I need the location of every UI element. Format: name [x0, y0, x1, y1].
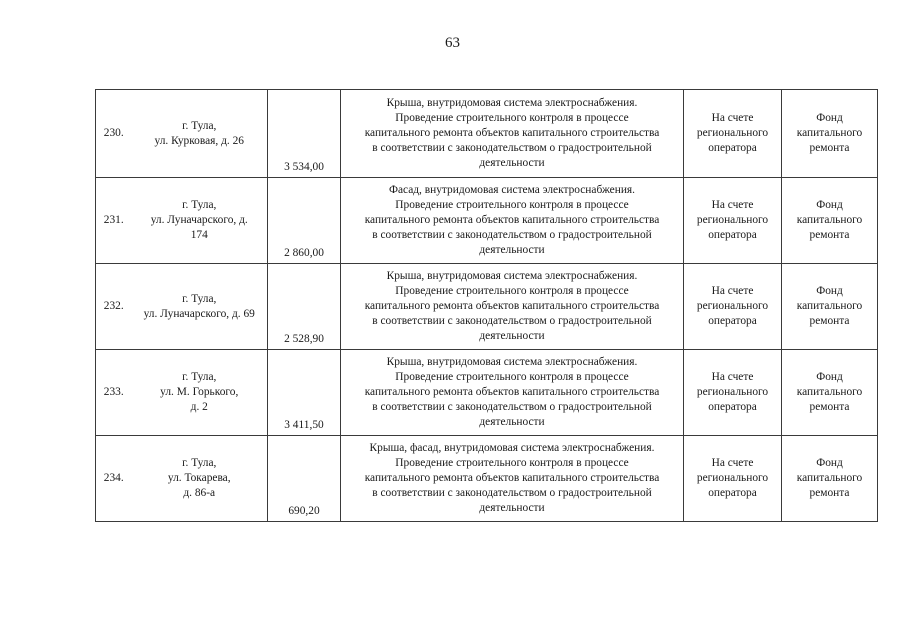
account-line: регионального	[696, 300, 769, 312]
work-description-line: деятельности	[479, 502, 545, 514]
address-line: ул. М. Горького,	[160, 386, 239, 398]
repair-registry-table	[95, 89, 878, 522]
cost-cell	[268, 436, 341, 522]
address-line: ул. Токарева,	[167, 472, 231, 484]
funding-source-cell	[782, 436, 878, 522]
table-row	[96, 350, 878, 436]
cost-cell	[268, 264, 341, 350]
address-cell	[132, 90, 268, 178]
funding-source-line: капитального	[796, 300, 863, 312]
cost-cell	[268, 90, 341, 178]
funding-source-line: капитального	[796, 214, 863, 226]
account-line: регионального	[696, 214, 769, 226]
address-line: г. Тула,	[182, 199, 217, 211]
work-description-line: Проведение строительного контроля в процессе	[395, 199, 629, 211]
work-description-cell	[341, 436, 684, 522]
work-description-line: в соответствии с законодательством о градостроительной	[372, 401, 652, 413]
cost-value: 3 411,50	[284, 419, 324, 431]
cost-cell	[268, 350, 341, 436]
account-line: На счете	[711, 285, 754, 297]
row-number-cell	[96, 350, 132, 436]
account-line: На счете	[711, 371, 754, 383]
work-description-line: Проведение строительного контроля в процессе	[395, 285, 629, 297]
funding-source-cell	[782, 264, 878, 350]
funding-source-line: капитального	[796, 386, 863, 398]
work-description-cell	[341, 178, 684, 264]
funding-source-cell	[782, 350, 878, 436]
cost-value: 3 534,00	[284, 161, 324, 173]
funding-source-line: капитального	[796, 472, 863, 484]
account-line: регионального	[696, 386, 769, 398]
cost-value: 2 528,90	[284, 333, 324, 345]
account-line: оператора	[708, 315, 757, 327]
address-line: ул. Луначарского, д. 69	[143, 307, 255, 320]
account-cell	[684, 264, 782, 350]
work-description-line: Фасад, внутридомовая система электроснабжения.	[388, 184, 636, 196]
funding-source-line: капитального	[796, 127, 863, 139]
row-number: 232.	[103, 300, 124, 312]
work-description-line: деятельности	[479, 244, 545, 256]
work-description-line: Проведение строительного контроля в процессе	[395, 457, 629, 469]
account-line: оператора	[708, 401, 757, 413]
cost-cell	[268, 178, 341, 264]
address-line: г. Тула,	[182, 371, 217, 383]
account-cell	[684, 178, 782, 264]
work-description-line: Крыша, фасад, внутридомовая система электроснабжения.	[369, 442, 655, 454]
funding-source-line: ремонта	[809, 315, 850, 327]
page-number: 63	[445, 35, 460, 51]
funding-source-cell	[782, 178, 878, 264]
row-number: 234.	[103, 472, 124, 484]
work-description-line: капитального ремонта объектов капитального строительства	[364, 472, 660, 484]
work-description-line: в соответствии с законодательством о градостроительной	[372, 229, 652, 241]
table-row	[96, 436, 878, 522]
work-description-line: капитального ремонта объектов капитального строительства	[364, 300, 660, 312]
row-number: 233.	[103, 386, 124, 398]
table-row	[96, 264, 878, 350]
account-cell	[684, 436, 782, 522]
funding-source-line: ремонта	[809, 229, 850, 241]
cost-value: 690,20	[288, 505, 320, 517]
address-cell	[132, 350, 268, 436]
funding-source-line: ремонта	[809, 142, 850, 154]
address-line: ул. Курковая, д. 26	[154, 134, 244, 147]
account-line: регионального	[696, 127, 769, 139]
cost-value: 2 860,00	[284, 247, 324, 259]
row-number: 230.	[103, 127, 124, 139]
work-description-cell	[341, 350, 684, 436]
work-description-cell	[341, 264, 684, 350]
work-description-line: капитального ремонта объектов капитального строительства	[364, 214, 660, 226]
account-line: На счете	[711, 457, 754, 469]
row-number-cell	[96, 178, 132, 264]
work-description-line: капитального ремонта объектов капитального строительства	[364, 127, 660, 139]
address-line: д. 86-а	[183, 487, 216, 499]
funding-source-line: Фонд	[816, 285, 843, 297]
work-description-line: Проведение строительного контроля в процессе	[395, 112, 629, 124]
row-number-cell	[96, 436, 132, 522]
work-description-line: в соответствии с законодательством о градостроительной	[372, 142, 652, 154]
work-description-cell	[341, 90, 684, 178]
row-number: 231.	[103, 214, 124, 226]
table-row	[96, 90, 878, 178]
funding-source-cell	[782, 90, 878, 178]
address-line: 174	[190, 229, 208, 241]
work-description-line: в соответствии с законодательством о градостроительной	[372, 487, 652, 499]
work-description-line: деятельности	[479, 330, 545, 342]
address-cell	[132, 436, 268, 522]
funding-source-line: Фонд	[816, 457, 843, 469]
address-line: г. Тула,	[182, 292, 217, 305]
work-description-line: деятельности	[479, 416, 545, 428]
address-line: д. 2	[190, 401, 208, 413]
funding-source-line: ремонта	[809, 487, 850, 499]
address-line: ул. Луначарского, д.	[150, 214, 248, 226]
account-line: регионального	[696, 472, 769, 484]
account-cell	[684, 90, 782, 178]
registry-body	[96, 90, 878, 522]
work-description-line: Крыша, внутридомовая система электроснабжения.	[386, 97, 638, 109]
work-description-line: в соответствии с законодательством о градостроительной	[372, 315, 652, 327]
funding-source-line: Фонд	[816, 112, 843, 124]
work-description-line: капитального ремонта объектов капитального строительства	[364, 386, 660, 398]
account-line: оператора	[708, 229, 757, 241]
account-line: оператора	[708, 487, 757, 499]
address-line: г. Тула,	[182, 119, 217, 132]
work-description-line: деятельности	[479, 157, 545, 169]
account-cell	[684, 350, 782, 436]
address-cell	[132, 264, 268, 350]
funding-source-line: Фонд	[816, 371, 843, 383]
table-row	[96, 178, 878, 264]
work-description-line: Проведение строительного контроля в процессе	[395, 371, 629, 383]
row-number-cell	[96, 90, 132, 178]
account-line: На счете	[711, 112, 754, 124]
account-line: На счете	[711, 199, 754, 211]
address-cell	[132, 178, 268, 264]
work-description-line: Крыша, внутридомовая система электроснабжения.	[386, 270, 638, 282]
funding-source-line: ремонта	[809, 401, 850, 413]
account-line: оператора	[708, 142, 757, 154]
row-number-cell	[96, 264, 132, 350]
funding-source-line: Фонд	[816, 199, 843, 211]
work-description-line: Крыша, внутридомовая система электроснабжения.	[386, 356, 638, 368]
address-line: г. Тула,	[182, 457, 217, 469]
